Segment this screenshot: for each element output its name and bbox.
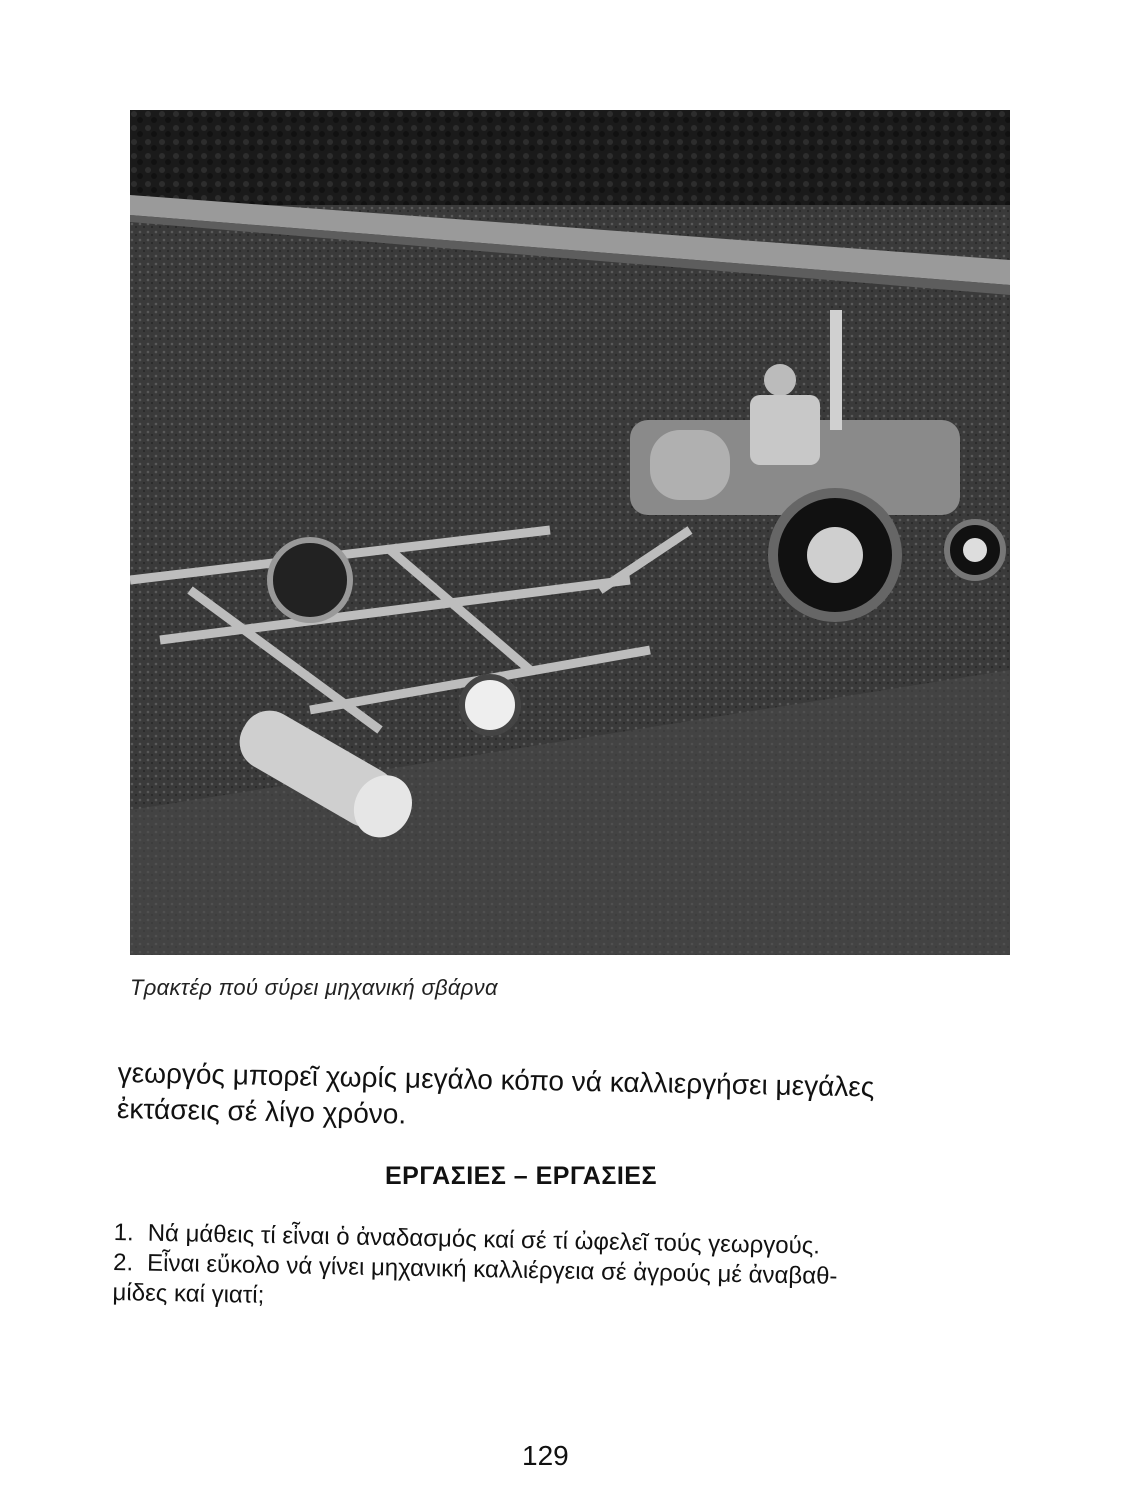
exercises-heading: ΕΡΓΑΣΙΕΣ – ΕΡΓΑΣΙΕΣ [385, 1162, 657, 1190]
body-line: ἐκτάσεις σέ λίγο χρόνο. [116, 1092, 407, 1130]
body-paragraph [117, 1055, 998, 1144]
exercise-number: 2. [112, 1248, 134, 1277]
exercise-continuation: μίδες καί γιατί; [112, 1278, 265, 1309]
exercise-number: 1. [113, 1218, 134, 1247]
exercise-text: Εἶναι εὔκολο νά γίνει μηχανική καλλιέργεια σέ ἀγρούς μέ ἀναβαθ- [146, 1249, 838, 1290]
tractor-harrow-illustration [130, 110, 1010, 955]
exercise-list [112, 1218, 994, 1325]
body-line: γεωργός μπορεῖ χωρίς μεγάλο κόπο νά καλλιεργήσει μεγάλες [117, 1056, 875, 1103]
figure-caption: Τρακτέρ πού σύρει μηχανική σβάρνα [130, 975, 498, 1000]
page-number: 129 [522, 1440, 569, 1471]
tractor-photo [130, 110, 1010, 955]
exercise-text: Νά μάθεις τί εἶναι ὁ ἀναδασμός καί σέ τί ὠφελεῖ τούς γεωργούς. [147, 1219, 821, 1260]
